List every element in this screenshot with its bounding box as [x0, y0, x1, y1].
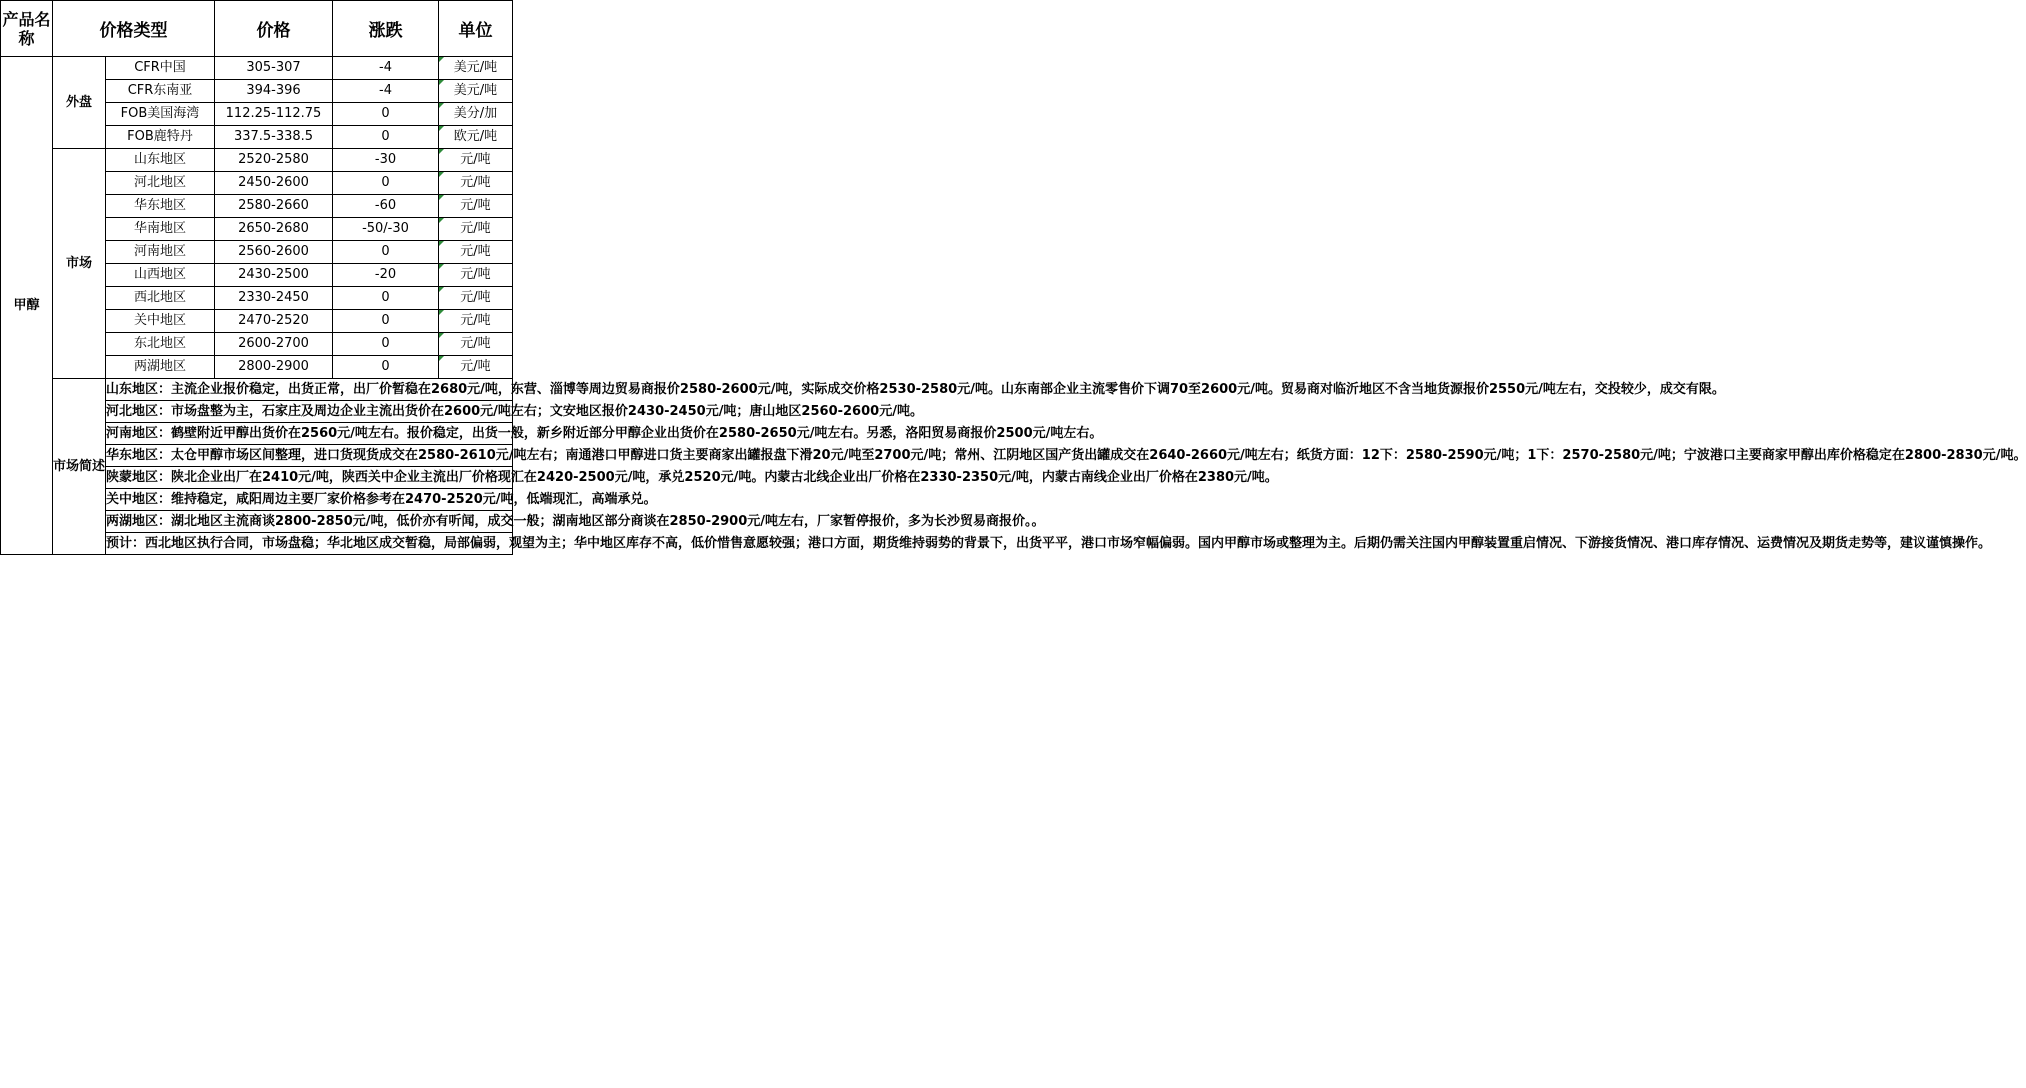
- summary-row: [1, 379, 513, 401]
- header-unit: 单位: [439, 1, 513, 57]
- price-type-cell: FOB鹿特丹: [106, 126, 215, 149]
- header-price: 价格: [215, 1, 333, 57]
- price-cell: 2800-2900: [215, 356, 333, 379]
- price-cell: 112.25-112.75: [215, 103, 333, 126]
- unit-cell: 元/吨: [439, 195, 513, 218]
- price-cell: 2450-2600: [215, 172, 333, 195]
- summary-paragraph: 河南地区：鹤壁附近甲醇出货价在2560元/吨左右。报价稳定，出货一般，新乡附近部分甲醇企业出货价在2580-2650元/吨左右。另悉，洛阳贸易商报价2500元/吨左右。: [106, 423, 513, 445]
- price-cell: 2580-2660: [215, 195, 333, 218]
- price-type-cell: 西北地区: [106, 287, 215, 310]
- price-cell: 305-307: [215, 57, 333, 80]
- price-cell: 2470-2520: [215, 310, 333, 333]
- foreign-label: 外盘: [53, 57, 106, 149]
- summary-paragraph: 山东地区：主流企业报价稳定，出货正常，出厂价暂稳在2680元/吨，东营、淄博等周边贸易商报价2580-2600元/吨，实际成交价格2530-2580元/吨。山东南部企业主流零售价下调70至2600元/吨。贸易商对临沂地区不含当地货源报价2550元/吨左右，交投较少，成交有限。: [106, 379, 513, 401]
- price-cell: 2650-2680: [215, 218, 333, 241]
- unit-cell: 美元/吨: [439, 80, 513, 103]
- unit-cell: 元/吨: [439, 333, 513, 356]
- product-name: 甲醇: [1, 57, 53, 555]
- summary-paragraph: 陕蒙地区：陕北企业出厂在2410元/吨，陕西关中企业主流出厂价格现汇在2420-2500元/吨，承兑2520元/吨。内蒙古北线企业出厂价格在2330-2350元/吨，内蒙古南线企业出厂价格在2380元/吨。: [106, 467, 513, 489]
- unit-cell: 元/吨: [439, 264, 513, 287]
- market-row: [1, 149, 513, 172]
- price-type-cell: 山西地区: [106, 264, 215, 287]
- price-type-cell: 两湖地区: [106, 356, 215, 379]
- unit-cell: 元/吨: [439, 218, 513, 241]
- price-type-cell: FOB美国海湾: [106, 103, 215, 126]
- price-type-cell: 山东地区: [106, 149, 215, 172]
- price-cell: 394-396: [215, 80, 333, 103]
- summary-paragraph: 两湖地区：湖北地区主流商谈2800-2850元/吨，低价亦有听闻，成交一般；湖南地区部分商谈在2850-2900元/吨左右，厂家暂停报价，多为长沙贸易商报价。。: [106, 511, 513, 533]
- change-cell: -20: [333, 264, 439, 287]
- change-cell: 0: [333, 310, 439, 333]
- price-cell: 2560-2600: [215, 241, 333, 264]
- summary-label: 市场简述: [53, 379, 106, 555]
- price-cell: 2430-2500: [215, 264, 333, 287]
- price-cell: 2520-2580: [215, 149, 333, 172]
- change-cell: 0: [333, 356, 439, 379]
- price-type-cell: 关中地区: [106, 310, 215, 333]
- change-cell: -60: [333, 195, 439, 218]
- price-type-cell: CFR中国: [106, 57, 215, 80]
- foreign-row: [1, 57, 513, 80]
- price-cell: 2600-2700: [215, 333, 333, 356]
- price-cell: 337.5-338.5: [215, 126, 333, 149]
- price-type-cell: CFR东南亚: [106, 80, 215, 103]
- unit-cell: 美元/吨: [439, 57, 513, 80]
- unit-cell: 元/吨: [439, 356, 513, 379]
- summary-paragraph: 河北地区：市场盘整为主，石家庄及周边企业主流出货价在2600元/吨左右；文安地区报价2430-2450元/吨；唐山地区2560-2600元/吨。: [106, 401, 513, 423]
- change-cell: 0: [333, 241, 439, 264]
- change-cell: 0: [333, 126, 439, 149]
- unit-cell: 欧元/吨: [439, 126, 513, 149]
- change-cell: -50/-30: [333, 218, 439, 241]
- change-cell: 0: [333, 172, 439, 195]
- change-cell: -4: [333, 80, 439, 103]
- unit-cell: 元/吨: [439, 287, 513, 310]
- summary-paragraph: 华东地区：太仓甲醇市场区间整理，进口货现货成交在2580-2610元/吨左右；南通港口甲醇进口货主要商家出罐报盘下滑20元/吨至2700元/吨；常州、江阴地区国产货出罐成交在2640-2660元/吨左右；纸货方面：12下：2580-2590元/吨；1下：2570-2580元/吨；宁波港口主要商家甲醇出库价格稳定在2800-2830元/吨。: [106, 445, 513, 467]
- unit-cell: 美分/加: [439, 103, 513, 126]
- header-price-type: 价格类型: [53, 1, 215, 57]
- header-row: [1, 1, 513, 57]
- unit-cell: 元/吨: [439, 149, 513, 172]
- change-cell: -4: [333, 57, 439, 80]
- change-cell: 0: [333, 333, 439, 356]
- unit-cell: 元/吨: [439, 310, 513, 333]
- header-product: 产品名称: [1, 1, 53, 57]
- change-cell: -30: [333, 149, 439, 172]
- price-type-cell: 河北地区: [106, 172, 215, 195]
- unit-cell: 元/吨: [439, 172, 513, 195]
- price-type-cell: 华东地区: [106, 195, 215, 218]
- price-type-cell: 华南地区: [106, 218, 215, 241]
- change-cell: 0: [333, 287, 439, 310]
- change-cell: 0: [333, 103, 439, 126]
- price-cell: 2330-2450: [215, 287, 333, 310]
- summary-paragraph: 关中地区：维持稳定，咸阳周边主要厂家价格参考在2470-2520元/吨，低端现汇，高端承兑。: [106, 489, 513, 511]
- summary-paragraph: 预计：西北地区执行合同，市场盘稳；华北地区成交暂稳，局部偏弱，观望为主；华中地区库存不高，低价惜售意愿较强；港口方面，期货维持弱势的背景下，出货平平，港口市场窄幅偏弱。国内甲醇市场或整理为主。后期仍需关注国内甲醇装置重启情况、下游接货情况、港口库存情况、运费情况及期货走势等，建议谨慎操作。: [106, 533, 513, 555]
- price-type-cell: 东北地区: [106, 333, 215, 356]
- header-change: 涨跌: [333, 1, 439, 57]
- market-label: 市场: [53, 149, 106, 379]
- unit-cell: 元/吨: [439, 241, 513, 264]
- price-type-cell: 河南地区: [106, 241, 215, 264]
